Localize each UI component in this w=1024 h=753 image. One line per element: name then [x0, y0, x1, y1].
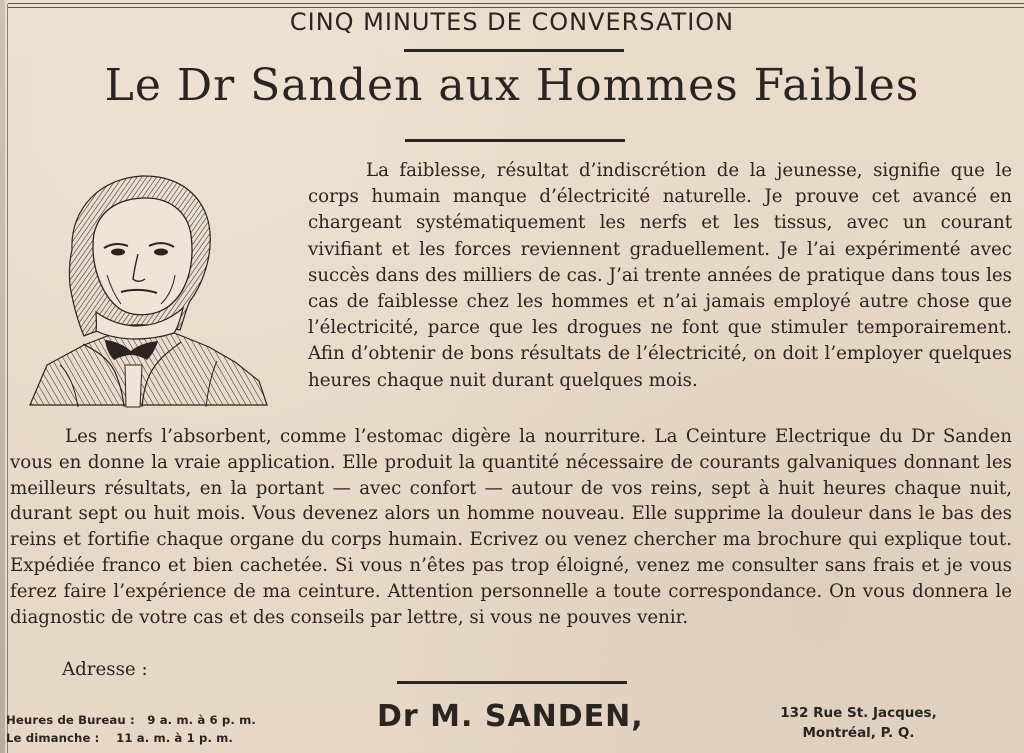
hours-value: 9 a. m. à 6 p. m. — [147, 713, 256, 727]
top-border-rule — [8, 3, 1024, 4]
doctor-portrait — [12, 160, 272, 415]
sunday-hours-row — [6, 729, 256, 747]
page-edge-shadow — [0, 0, 5, 753]
office-hours-row — [6, 711, 256, 729]
doctor-portrait-illustration — [12, 160, 272, 415]
main-paragraph: Les nerfs l’absorbent, comme l’estomac digère la nourriture. La Ceinture Electrique du Dr Sanden vous en donne la vraie application. Elle produit la quantité nécessaire de courants galvaniques donnant les meilleurs résultats, en la portant — avec confort — autour de vos reins, sept à huit heures chaque nuit, durant sept ou huit mois. Vous devenez alors un homme nouveau. Elle supprime la douleur dans le bas des reins et fortifie chaque organe du corps humain. Ecrivez ou venez chercher ma brochure qui explique tout. Expédiée franco et bien cachetée. Si vous n’êtes pas trop éloigné, venez me consulter sans frais et je vous ferez faire l’expérience de ma ceinture. Attention personnelle a toute correspondance. On vous donnera le diagnostic de votre cas et des conseils par lettre, si vous ne pouves venir. — [10, 426, 1012, 628]
address-line-2: Montréal, P. Q. — [802, 724, 915, 741]
address-line-1: 132 Rue St. Jacques, — [780, 705, 937, 721]
sunday-value: 11 a. m. à 1 p. m. — [116, 731, 233, 746]
headline: Le Dr Sanden aux Hommes Faibles — [104, 60, 920, 111]
hours-label: Heures de Bureau : — [6, 713, 135, 727]
intro-paragraph-block — [308, 158, 1012, 394]
main-paragraph-block — [10, 424, 1012, 630]
doctor-name: Dr M. SANDEN, — [377, 699, 644, 734]
title-underline-rule — [404, 49, 624, 52]
left-border-rule — [7, 4, 8, 753]
office-hours — [6, 711, 256, 747]
street-address — [746, 704, 971, 743]
sunday-label: Le dimanche : — [6, 731, 100, 746]
section-title: CINQ MINUTES DE CONVERSATION — [289, 8, 735, 36]
intro-paragraph: La faiblesse, résultat d’indiscrétion de la jeunesse, signifie que le corps humain manque d’électricité naturelle. Je prouve cet avancé en chargeant systématiquement les nerfs et les tissus, avec un courant vivifiant et les forces reviennent graduellement. Je l’ai expérimenté avec succès dans des milliers de cas. J’ai trente années de pratique dans tous les cas de faiblesse chez les hommes et n’ai jamais employé autre chose que l’électricité, parce que les drogues ne font que stimuler temporairement. Afin d’obtenir de bons résultats de l’électricité, on doit l’employer quelques heures chaque nuit durant quelques mois. — [308, 160, 1012, 391]
address-label: Adresse : — [62, 659, 148, 680]
signature-rule — [397, 681, 627, 684]
headline-underline-rule — [405, 139, 625, 142]
